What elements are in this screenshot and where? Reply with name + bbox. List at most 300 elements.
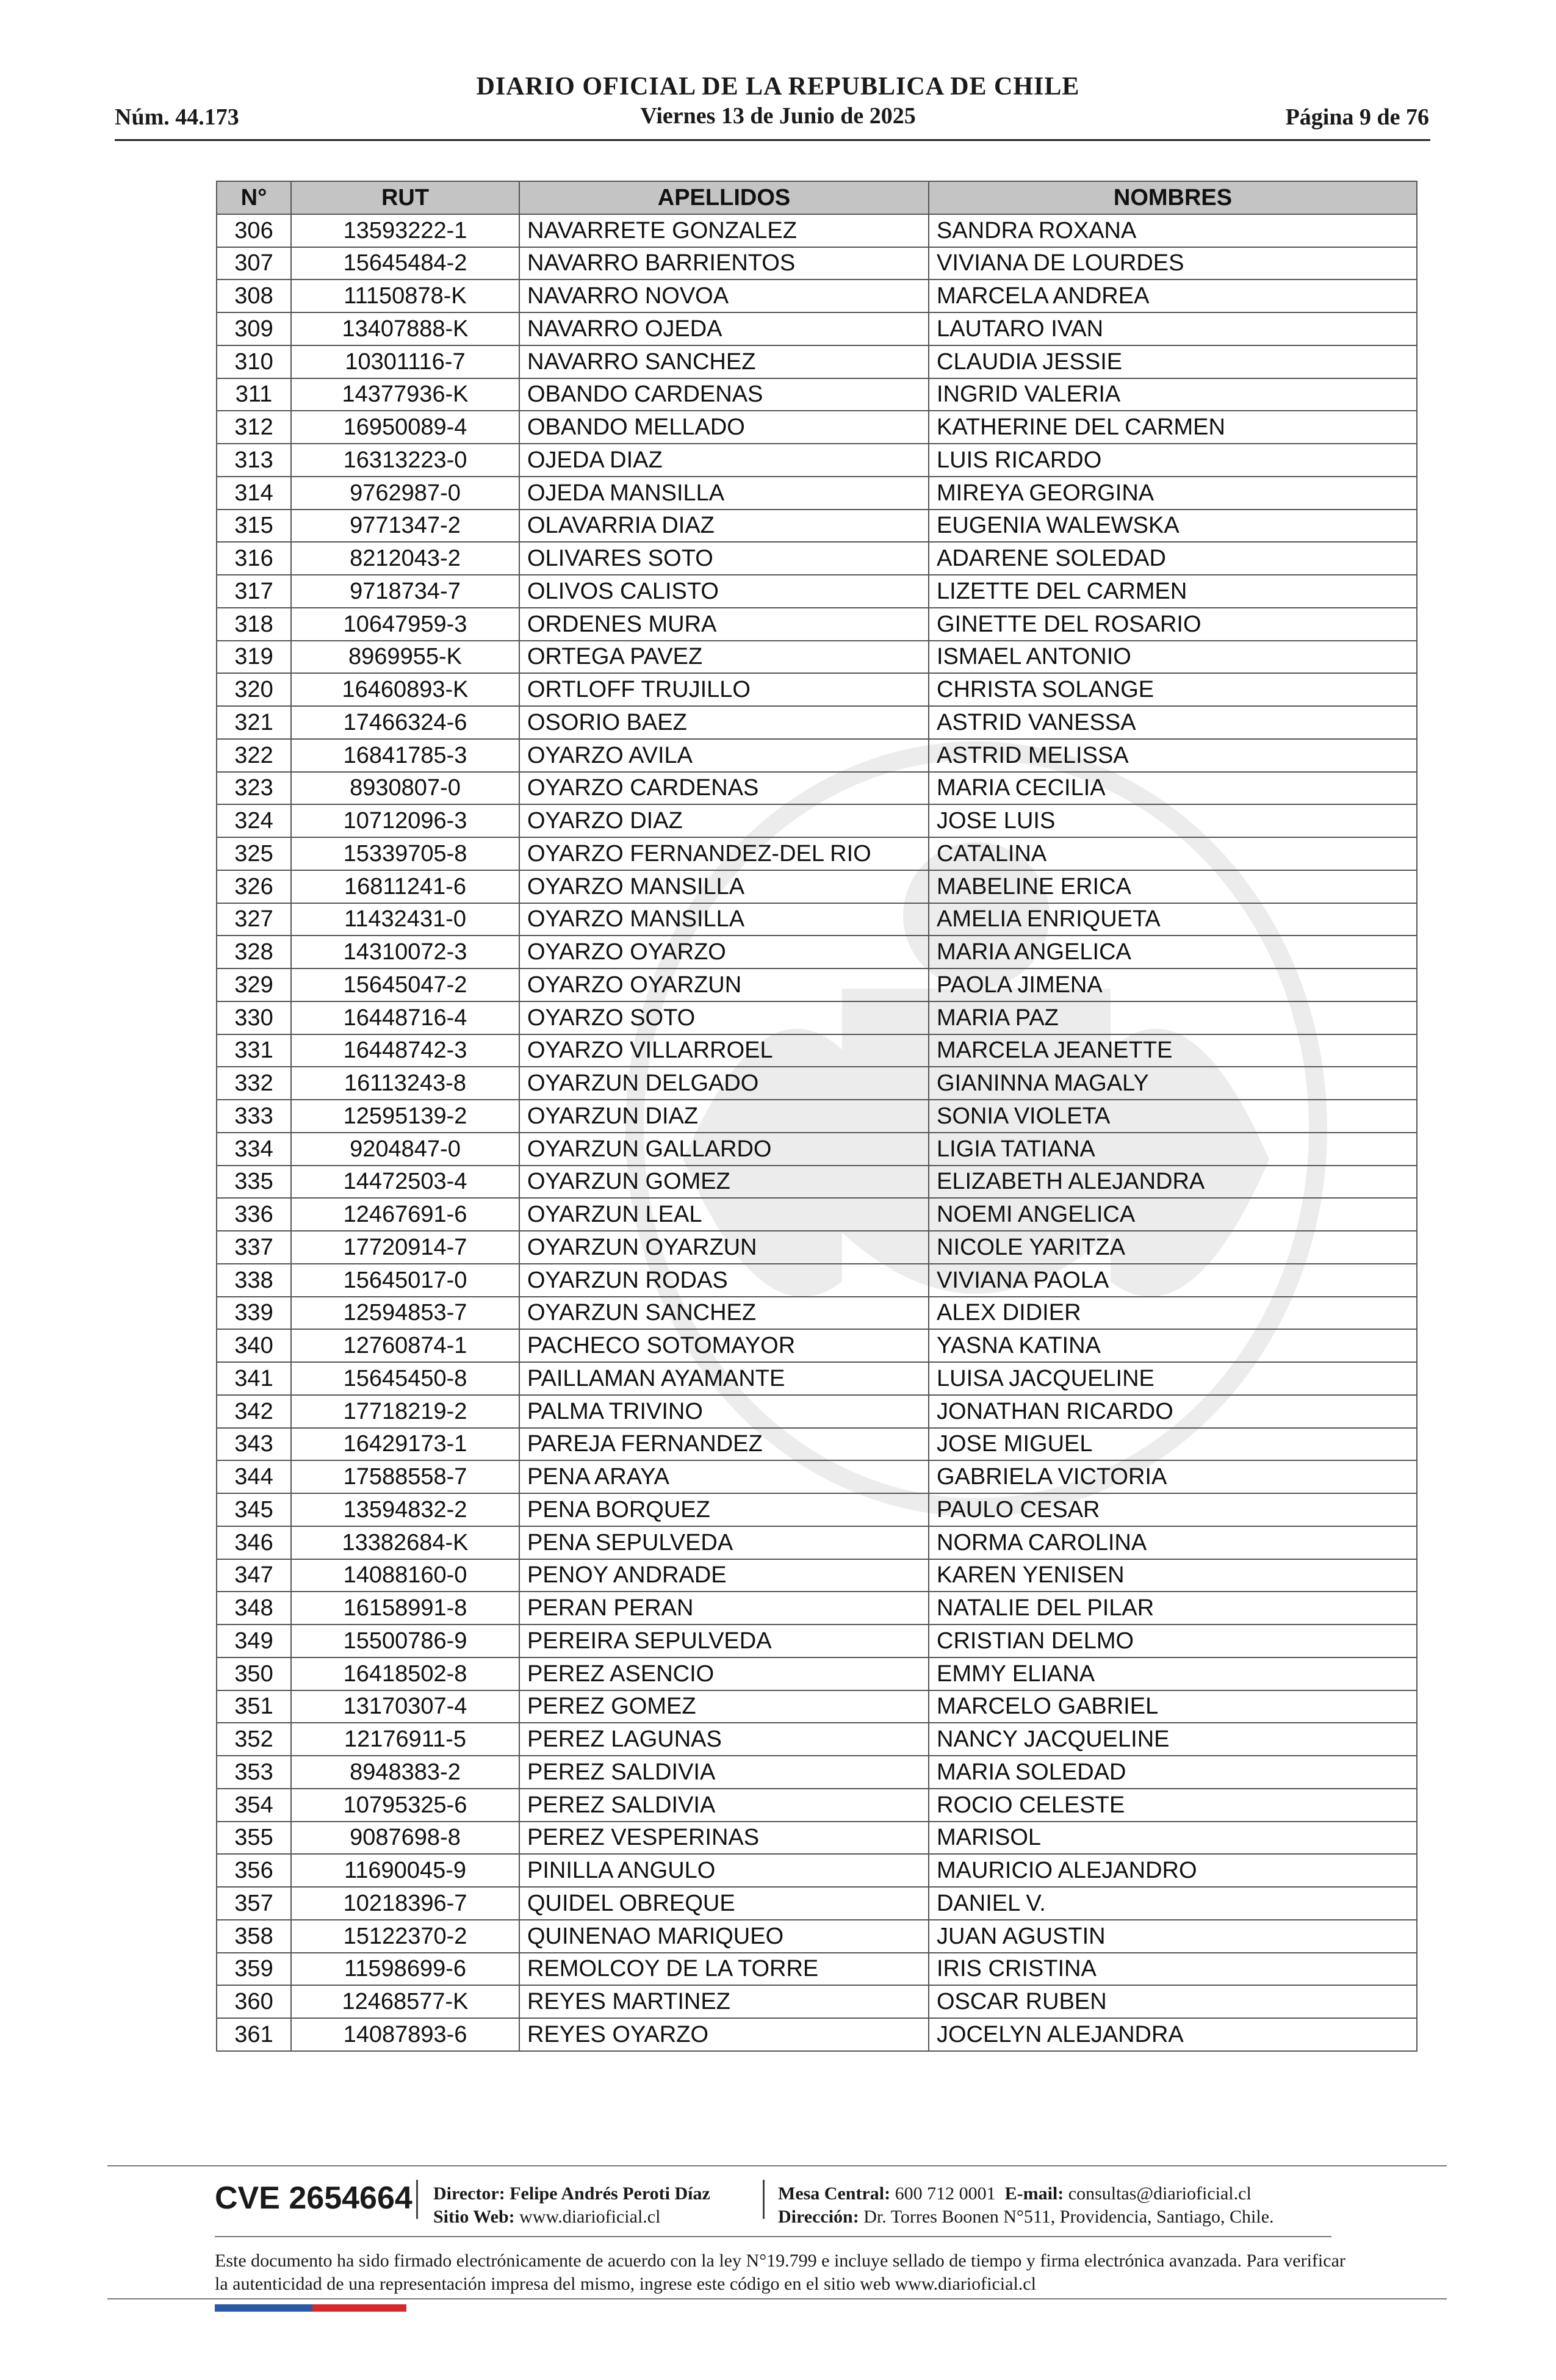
cell-apellidos: PACHECO SOTOMAYOR [519,1329,929,1362]
table-row [217,706,1417,739]
cell-nombres: MARIA CECILIA [929,772,1417,805]
flag-stripe-blue [215,2304,312,2312]
footer-divider-middle [215,2236,1331,2237]
cell-rut: 14472503-4 [291,1166,519,1199]
cell-nombres: NICOLE YARITZA [929,1231,1417,1264]
cell-rut: 10712096-3 [291,804,519,837]
cell-nombres: JONATHAN RICARDO [929,1395,1417,1428]
cell-nombres: NANCY JACQUELINE [929,1723,1417,1756]
table-row [217,1166,1417,1199]
table-row [217,1493,1417,1526]
cell-apellidos: PAILLAMAN AYAMANTE [519,1362,929,1395]
site-label: Sitio Web: [433,2207,515,2227]
contact-block [778,2182,1274,2229]
table-row [217,1625,1417,1657]
cell-apellidos: OSORIO BAEZ [519,706,929,739]
cell-number: 316 [217,542,291,575]
cell-nombres: INGRID VALERIA [929,378,1417,411]
table-row [217,1690,1417,1723]
issue-date: Viernes 13 de Junio de 2025 [640,103,916,129]
cell-rut: 15500786-9 [291,1625,519,1657]
cell-apellidos: NAVARRO OJEDA [519,312,929,345]
table-row [217,214,1417,247]
cell-rut: 17720914-7 [291,1231,519,1264]
cell-rut: 16313223-0 [291,444,519,477]
cell-apellidos: OYARZO CARDENAS [519,772,929,805]
cell-nombres: CHRISTA SOLANGE [929,673,1417,706]
cell-nombres: AMELIA ENRIQUETA [929,903,1417,936]
table-row [217,870,1417,903]
table-row [217,1592,1417,1625]
cell-nombres: LIGIA TATIANA [929,1133,1417,1166]
cell-apellidos: REMOLCOY DE LA TORRE [519,1953,929,1986]
table-header-row [217,181,1417,214]
cell-nombres: CATALINA [929,837,1417,870]
cell-rut: 16158991-8 [291,1592,519,1625]
cell-apellidos: OYARZO OYARZO [519,936,929,968]
cell-rut: 11150878-K [291,279,519,312]
cell-rut: 10218396-7 [291,1887,519,1920]
cell-number: 347 [217,1559,291,1592]
cell-nombres: GINETTE DEL ROSARIO [929,608,1417,641]
cell-apellidos: QUIDEL OBREQUE [519,1887,929,1920]
cell-rut: 16429173-1 [291,1428,519,1461]
cell-apellidos: PEREZ GOMEZ [519,1690,929,1723]
cell-apellidos: OBANDO MELLADO [519,411,929,444]
cell-rut: 12467691-6 [291,1198,519,1231]
cell-nombres: EMMY ELIANA [929,1657,1417,1690]
cell-number: 322 [217,739,291,772]
table-body [217,214,1417,2051]
table-row [217,1723,1417,1756]
cell-rut: 8212043-2 [291,542,519,575]
cell-number: 306 [217,214,291,247]
cell-rut: 14310072-3 [291,936,519,968]
cell-number: 308 [217,279,291,312]
cell-nombres: JOSE LUIS [929,804,1417,837]
cell-apellidos: REYES MARTINEZ [519,1985,929,2018]
table-row [217,2018,1417,2051]
cell-rut: 14088160-0 [291,1559,519,1592]
cell-apellidos: OYARZO SOTO [519,1001,929,1034]
cell-rut: 17718219-2 [291,1395,519,1428]
cell-number: 354 [217,1789,291,1822]
cell-rut: 16811241-6 [291,870,519,903]
cell-nombres: MARCELA ANDREA [929,279,1417,312]
cell-number: 339 [217,1297,291,1330]
cell-rut: 11432431-0 [291,903,519,936]
cell-apellidos: NAVARRO BARRIENTOS [519,247,929,280]
cell-nombres: OSCAR RUBEN [929,1985,1417,2018]
cell-nombres: KATHERINE DEL CARMEN [929,411,1417,444]
cell-apellidos: PEREZ VESPERINAS [519,1822,929,1855]
table-row [217,936,1417,968]
cell-rut: 10647959-3 [291,608,519,641]
cell-number: 338 [217,1264,291,1297]
cell-apellidos: PEREZ LAGUNAS [519,1723,929,1756]
director-block [433,2182,710,2229]
cell-number: 351 [217,1690,291,1723]
cell-apellidos: PEREIRA SEPULVEDA [519,1625,929,1657]
cell-apellidos: QUINENAO MARIQUEO [519,1920,929,1953]
cell-apellidos: PENOY ANDRADE [519,1559,929,1592]
signature-disclaimer: Este documento ha sido firmado electrónicamente de acuerdo con la ley N°19.799 e incluye sellado de tiempo y firma electrónica avanzada. Para verificar la autenticidad de una representación impresa del mismo, ingrese este código en el sitio web www.diarioficial.cl [215,2251,1345,2294]
table-row [217,968,1417,1001]
cell-number: 355 [217,1822,291,1855]
header-divider [115,139,1430,141]
cell-number: 360 [217,1985,291,2018]
cell-apellidos: OYARZUN OYARZUN [519,1231,929,1264]
cell-number: 361 [217,2018,291,2051]
cell-rut: 16448742-3 [291,1034,519,1067]
cell-apellidos: OYARZUN RODAS [519,1264,929,1297]
table-row [217,1034,1417,1067]
table-row [217,1100,1417,1133]
cell-rut: 15645450-8 [291,1362,519,1395]
address-value: Dr. Torres Boonen N°511, Providencia, Santiago, Chile. [863,2207,1274,2227]
cell-apellidos: REYES OYARZO [519,2018,929,2051]
cell-rut: 13170307-4 [291,1690,519,1723]
table-row [217,1133,1417,1166]
cell-rut: 9762987-0 [291,477,519,510]
cell-number: 333 [217,1100,291,1133]
table-row [217,1297,1417,1330]
table-row [217,1362,1417,1395]
cell-nombres: MARIA PAZ [929,1001,1417,1034]
cell-nombres: MARCELO GABRIEL [929,1690,1417,1723]
cell-nombres: MARISOL [929,1822,1417,1855]
cell-rut: 13407888-K [291,312,519,345]
table-row [217,345,1417,378]
table-row [217,247,1417,280]
cell-number: 329 [217,968,291,1001]
cell-nombres: ROCIO CELESTE [929,1789,1417,1822]
cell-apellidos: OJEDA DIAZ [519,444,929,477]
address-label: Dirección: [778,2207,859,2227]
table-row [217,1920,1417,1953]
cell-nombres: GIANINNA MAGALY [929,1067,1417,1100]
cell-rut: 15645047-2 [291,968,519,1001]
cell-nombres: GABRIELA VICTORIA [929,1460,1417,1493]
phone-value: 600 712 0001 [895,2183,996,2204]
cell-number: 325 [217,837,291,870]
cell-number: 350 [217,1657,291,1690]
cell-apellidos: OYARZUN GOMEZ [519,1166,929,1199]
cell-nombres: ADARENE SOLEDAD [929,542,1417,575]
table-row [217,575,1417,608]
table-row [217,1067,1417,1100]
cell-rut: 16460893-K [291,673,519,706]
column-header-nombres: NOMBRES [929,181,1417,214]
cell-nombres: MABELINE ERICA [929,870,1417,903]
cell-rut: 16418502-8 [291,1657,519,1690]
table-row [217,1428,1417,1461]
cell-number: 353 [217,1756,291,1789]
cell-rut: 11690045-9 [291,1854,519,1887]
cell-nombres: MARCELA JEANETTE [929,1034,1417,1067]
cell-nombres: JUAN AGUSTIN [929,1920,1417,1953]
cell-number: 326 [217,870,291,903]
column-header-apellidos: APELLIDOS [519,181,929,214]
table-row [217,772,1417,805]
cell-number: 318 [217,608,291,641]
column-header-number: N° [217,181,291,214]
cell-nombres: PAOLA JIMENA [929,968,1417,1001]
cell-nombres: LIZETTE DEL CARMEN [929,575,1417,608]
cell-nombres: LUIS RICARDO [929,444,1417,477]
table-row [217,804,1417,837]
cell-rut: 8930807-0 [291,772,519,805]
cell-number: 337 [217,1231,291,1264]
cell-rut: 15122370-2 [291,1920,519,1953]
cell-nombres: CLAUDIA JESSIE [929,345,1417,378]
cell-number: 336 [217,1198,291,1231]
cell-rut: 12760874-1 [291,1329,519,1362]
cell-apellidos: OYARZO VILLARROEL [519,1034,929,1067]
cell-number: 349 [217,1625,291,1657]
cell-number: 314 [217,477,291,510]
table-row [217,1953,1417,1986]
cell-rut: 8948383-2 [291,1756,519,1789]
cell-apellidos: PENA SEPULVEDA [519,1526,929,1559]
cell-number: 313 [217,444,291,477]
cell-apellidos: OLIVOS CALISTO [519,575,929,608]
cell-rut: 16950089-4 [291,411,519,444]
cell-number: 327 [217,903,291,936]
cell-rut: 11598699-6 [291,1953,519,1986]
cve-code: CVE 2654664 [215,2180,412,2216]
table-row [217,903,1417,936]
table-row [217,1329,1417,1362]
cell-apellidos: PENA ARAYA [519,1460,929,1493]
cell-rut: 13593222-1 [291,214,519,247]
cell-rut: 12594853-7 [291,1297,519,1330]
table-row [217,1395,1417,1428]
cell-apellidos: OYARZUN SANCHEZ [519,1297,929,1330]
cell-number: 312 [217,411,291,444]
cell-rut: 9087698-8 [291,1822,519,1855]
cell-apellidos: OYARZO OYARZUN [519,968,929,1001]
cell-rut: 16448716-4 [291,1001,519,1034]
cell-rut: 9718734-7 [291,575,519,608]
cell-apellidos: PINILLA ANGULO [519,1854,929,1887]
cell-nombres: MIREYA GEORGINA [929,477,1417,510]
cell-apellidos: OYARZUN DELGADO [519,1067,929,1100]
table-row [217,608,1417,641]
cell-number: 324 [217,804,291,837]
cell-nombres: DANIEL V. [929,1887,1417,1920]
table-row [217,444,1417,477]
cell-nombres: ELIZABETH ALEJANDRA [929,1166,1417,1199]
newspaper-title: DIARIO OFICIAL DE LA REPUBLICA DE CHILE [476,73,1080,101]
cell-number: 330 [217,1001,291,1034]
cell-number: 352 [217,1723,291,1756]
cell-number: 345 [217,1493,291,1526]
cell-nombres: ALEX DIDIER [929,1297,1417,1330]
table-row [217,1756,1417,1789]
cell-nombres: VIVIANA DE LOURDES [929,247,1417,280]
cell-number: 342 [217,1395,291,1428]
cell-apellidos: PEREZ ASENCIO [519,1657,929,1690]
person-table [216,181,1417,2052]
cell-nombres: MARIA SOLEDAD [929,1756,1417,1789]
table-row [217,641,1417,674]
table-row [217,1526,1417,1559]
cell-rut: 12468577-K [291,1985,519,2018]
cell-nombres: PAULO CESAR [929,1493,1417,1526]
cell-rut: 15645484-2 [291,247,519,280]
email-link[interactable]: consultas@diarioficial.cl [1068,2183,1252,2204]
issue-number: Núm. 44.173 [115,104,239,130]
flag-stripe-red [312,2304,406,2312]
cell-apellidos: PEREZ SALDIVIA [519,1756,929,1789]
cell-nombres: NORMA CAROLINA [929,1526,1417,1559]
cell-nombres: IRIS CRISTINA [929,1953,1417,1986]
cell-number: 346 [217,1526,291,1559]
footer-separator [416,2180,418,2219]
cell-nombres: YASNA KATINA [929,1329,1417,1362]
column-header-rut: RUT [291,181,519,214]
cell-rut: 14087893-6 [291,2018,519,2051]
table-row [217,1264,1417,1297]
cell-number: 310 [217,345,291,378]
cell-nombres: ASTRID VANESSA [929,706,1417,739]
cell-nombres: LAUTARO IVAN [929,312,1417,345]
cell-apellidos: OYARZO AVILA [519,739,929,772]
cell-rut: 16841785-3 [291,739,519,772]
cell-apellidos: OBANDO CARDENAS [519,378,929,411]
cell-number: 343 [217,1428,291,1461]
cell-apellidos: OYARZO MANSILLA [519,870,929,903]
table-row [217,1789,1417,1822]
cell-rut: 15339705-8 [291,837,519,870]
cell-number: 323 [217,772,291,805]
cell-apellidos: PEREZ SALDIVIA [519,1789,929,1822]
cell-nombres: LUISA JACQUELINE [929,1362,1417,1395]
table-row [217,1822,1417,1855]
table-row [217,312,1417,345]
cell-nombres: NOEMI ANGELICA [929,1198,1417,1231]
cell-apellidos: OYARZO MANSILLA [519,903,929,936]
footer-divider-bottom [107,2298,1447,2299]
table-row [217,411,1417,444]
cell-number: 357 [217,1887,291,1920]
cell-apellidos: ORTLOFF TRUJILLO [519,673,929,706]
cell-number: 315 [217,510,291,543]
cell-number: 341 [217,1362,291,1395]
cell-rut: 15645017-0 [291,1264,519,1297]
cell-rut: 12595139-2 [291,1100,519,1133]
cell-number: 335 [217,1166,291,1199]
table-row [217,673,1417,706]
cell-apellidos: OJEDA MANSILLA [519,477,929,510]
cell-rut: 16113243-8 [291,1067,519,1100]
table-row [217,378,1417,411]
cell-apellidos: OYARZO FERNANDEZ-DEL RIO [519,837,929,870]
site-link[interactable]: www.diarioficial.cl [519,2207,661,2227]
cell-number: 320 [217,673,291,706]
cell-number: 356 [217,1854,291,1887]
cell-number: 321 [217,706,291,739]
cell-rut: 10795325-6 [291,1789,519,1822]
cell-rut: 14377936-K [291,378,519,411]
cell-nombres: ASTRID MELISSA [929,739,1417,772]
cell-apellidos: OYARZUN GALLARDO [519,1133,929,1166]
cell-nombres: CRISTIAN DELMO [929,1625,1417,1657]
cell-number: 311 [217,378,291,411]
director-name: Felipe Andrés Peroti Díaz [510,2183,710,2204]
cell-nombres: SONIA VIOLETA [929,1100,1417,1133]
cell-apellidos: ORTEGA PAVEZ [519,641,929,674]
table-row [217,1887,1417,1920]
cell-number: 331 [217,1034,291,1067]
table-row [217,510,1417,543]
cell-number: 317 [217,575,291,608]
footer-divider-top [107,2165,1447,2166]
cell-rut: 9771347-2 [291,510,519,543]
cell-nombres: MAURICIO ALEJANDRO [929,1854,1417,1887]
page-indicator: Página 9 de 76 [1285,104,1429,130]
email-label: E-mail: [1004,2183,1064,2204]
cell-apellidos: NAVARRO NOVOA [519,279,929,312]
cell-apellidos: ORDENES MURA [519,608,929,641]
cell-number: 309 [217,312,291,345]
director-label: Director: [433,2183,505,2204]
table-row [217,837,1417,870]
cell-number: 358 [217,1920,291,1953]
cell-nombres: VIVIANA PAOLA [929,1264,1417,1297]
table-row [217,279,1417,312]
table-row [217,1460,1417,1493]
cell-apellidos: PERAN PERAN [519,1592,929,1625]
cell-rut: 10301116-7 [291,345,519,378]
cell-rut: 8969955-K [291,641,519,674]
cell-apellidos: PAREJA FERNANDEZ [519,1428,929,1461]
cell-apellidos: OLAVARRIA DIAZ [519,510,929,543]
cell-number: 328 [217,936,291,968]
table-row [217,1854,1417,1887]
cell-number: 344 [217,1460,291,1493]
cell-rut: 12176911-5 [291,1723,519,1756]
cell-number: 348 [217,1592,291,1625]
cell-apellidos: NAVARRO SANCHEZ [519,345,929,378]
table-row [217,1198,1417,1231]
cell-rut: 13382684-K [291,1526,519,1559]
table-row [217,542,1417,575]
cell-nombres: ISMAEL ANTONIO [929,641,1417,674]
table-row [217,1001,1417,1034]
cell-apellidos: OYARZO DIAZ [519,804,929,837]
cell-apellidos: OLIVARES SOTO [519,542,929,575]
cell-nombres: JOCELYN ALEJANDRA [929,2018,1417,2051]
table-row [217,1985,1417,2018]
cell-apellidos: PALMA TRIVINO [519,1395,929,1428]
table-row [217,1231,1417,1264]
cell-nombres: JOSE MIGUEL [929,1428,1417,1461]
cell-number: 307 [217,247,291,280]
cell-nombres: KAREN YENISEN [929,1559,1417,1592]
phone-label: Mesa Central: [778,2183,891,2204]
table-row [217,1657,1417,1690]
cell-number: 359 [217,1953,291,1986]
cell-nombres: EUGENIA WALEWSKA [929,510,1417,543]
cell-apellidos: NAVARRETE GONZALEZ [519,214,929,247]
table-row [217,1559,1417,1592]
cell-number: 340 [217,1329,291,1362]
cell-number: 334 [217,1133,291,1166]
cell-rut: 9204847-0 [291,1133,519,1166]
footer-separator [763,2180,765,2219]
